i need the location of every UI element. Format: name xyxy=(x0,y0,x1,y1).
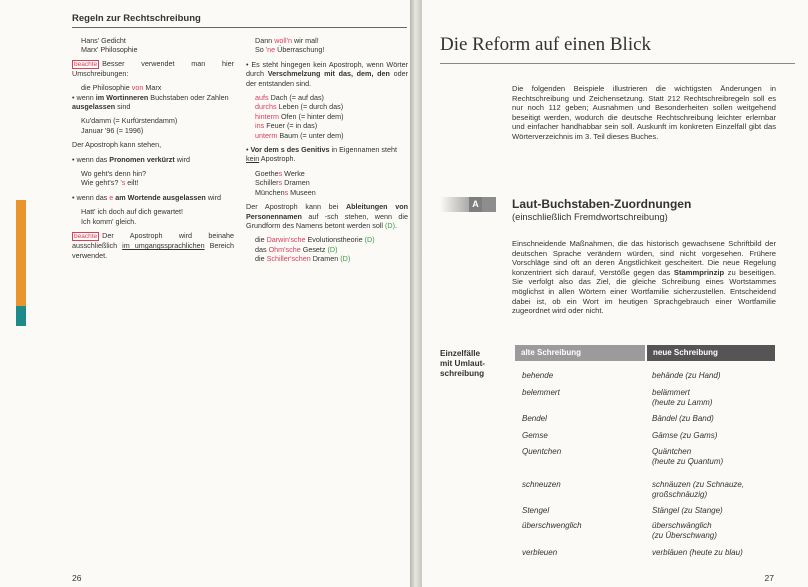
section-subtitle: (einschließlich Fremdwortschreibung) xyxy=(512,211,668,222)
page-title: Die Reform auf einen Blick xyxy=(440,34,652,55)
section-paragraph: Einschneidende Maßnahmen, die das historisch gewachsene Schriftbild der deutschen Sprache verändern würden, sind nicht vorgesehen. Frühere Vorschläge sind oft an deren Ängstlichkeit gescheitert. Die neue Regelung konzentriert sich darauf, Verstöße gegen das Stammprinzip zu beseitigen. Sie verfolgt also das Ziel, die gleiche Schreibung eines Wortstammes möglichst in allen Wörtern einer Wortfamilie sicherzustellen. Entscheidend dabei ist, ob ein Wort im heutigen Sprachgebrauch einer Wortfamilie zugeordnet wird oder nicht. xyxy=(512,239,776,316)
side-label: Einzelfälle mit Umlaut- schreibung xyxy=(440,349,486,378)
column-header-new: neue Schreibung xyxy=(647,345,775,361)
example-line: die Philosophie von Marx xyxy=(81,83,162,93)
example-line: Münchens Museen xyxy=(255,187,316,197)
example-line: Januar '96 (= 1996) xyxy=(81,125,144,135)
example-line: Dann woll'n wir mal! xyxy=(255,36,319,45)
beachte-tag: beachte xyxy=(74,60,98,68)
paragraph: beachte Besser verwendet man hier Umschreibungen: xyxy=(72,58,234,78)
bullet-rule: • wenn das e am Wortende ausgelassen wird xyxy=(72,192,222,202)
example-line: Goethes Werke xyxy=(255,168,305,178)
section-letter: A xyxy=(469,197,482,212)
paragraph: Der Apostroph kann stehen, xyxy=(72,140,162,150)
example-line: aufs Dach (= auf das) xyxy=(255,93,324,103)
book-gutter xyxy=(410,0,422,587)
example-line: Ku'damm (= Kurfürstendamm) xyxy=(81,116,178,126)
bullet-rule: • wenn im Wortinneren Buchstaben oder Zahlen ausgelassen sind xyxy=(72,92,229,112)
running-head-rule xyxy=(72,27,407,28)
example-line: So 'ne Überraschung! xyxy=(255,45,325,55)
bullet-rule: • Vor dem s des Genitivs in Eigennamen steht kein Apostroph. xyxy=(246,145,398,164)
beachte-tag: beachte xyxy=(74,233,98,241)
right-page: Die Reform auf einen Blick Die folgenden Beispiele illustrieren die wichtigsten Änderungen in Rechtschreibung und Zeichensetzung. Statt 212 Rechtschreibregeln soll es nur noch 112 geben; Ausnahmen und Besonderheiten sollen weitgehend beseitigt werden, wodurch die deutsche Rechtschreibung leichter erlernbar und einfacher handhabbar sein soll. Auskunft im konkreten Einzelfall gibt das Wörterverzeichnis im 3. Teil dieses Buches. A Laut-Buchstaben-Zuordnungen (einschließlich Fremdwortschreibung) Einschneidende Maßnahmen, die das historisch gewachsene Schriftbild der deutschen Sprache verändern würden, sind nicht vorgesehen. Frühere Vorschläge sind oft an deren Ängstlichkeit gescheitert. Die neue Regelung konzentriert sich darauf, Verstöße gegen das Stammprinzip zu beseitigen. Sie verfolgt also das Ziel, die gleiche Schreibung eines Wortstammes möglichst in allen Wörtern einer Wortfamilie sicherzustellen. Entscheidend dabei ist, ob ein Wort im heutigen Sprachgebrauch einer Wortfamilie zugeordnet wird oder nicht. Einzelfälle mit Umlaut- schreibung alte Schreibung neue Schreibung behende behände (zu Hand) belemmert belämmert (heute zu Lamm) Bendel Bändel (zu Band) Gemse Gämse (zu Gams) Quentchen Quäntchen (heute zu Quantum) schneuzen schnäuzen (zu Schnauze, großschnäuzig) Stengel Stängel (zu Stange) überschwenglich überschwänglich (zu Überschwang) verbleuen verbläuen (heute zu blau) 27 xyxy=(422,0,808,587)
orange-edge-stripe xyxy=(16,200,26,306)
bullet-rule: • Es steht hingegen kein Apostroph, wenn Wörter durch Verschmelzung mit das, dem, den oder der entstanden sind. xyxy=(246,59,409,88)
left-column-2 xyxy=(246,36,408,264)
example-line: durchs Leben (= durch das) xyxy=(255,102,344,112)
paragraph: beachte Der Apostroph wird beinahe ausschließlich im umgangssprachlichen Bereich verwendet. xyxy=(72,231,234,260)
example-line: hinterm Ofen (= hinter dem) xyxy=(255,111,344,121)
example-line: Wie geht's? 's eilt! xyxy=(81,178,139,188)
example-line: Hans' Gedicht xyxy=(81,36,126,45)
paragraph: Der Apostroph kann bei Ableitungen von Personennamen auf -sch stehen, wenn die Grundform des Namens betont werden soll (D). xyxy=(246,202,408,230)
example-line: die Schiller'schen Dramen (D) xyxy=(255,254,351,264)
example-line: Marx' Philosophie xyxy=(81,45,138,55)
running-head: Regeln zur Rechtschreibung xyxy=(72,13,201,24)
page-number: 27 xyxy=(764,573,774,583)
left-column-1 xyxy=(72,36,234,265)
teal-edge-stripe xyxy=(16,306,26,326)
intro-paragraph: Die folgenden Beispiele illustrieren die wichtigsten Änderungen in Rechtschreibung und Zeichensetzung. Statt 212 Rechtschreibregeln soll es nur noch 112 geben; Ausnahmen und Besonderheiten sollen weitgehend beseitigt werden, wodurch die deutsche Rechtschreibung leichter erlernbar und einfacher handhabbar sein soll. Auskunft im konkreten Einzelfall gibt das Wörterverzeichnis im 3. Teil dieses Buches. xyxy=(512,84,776,141)
bullet-rule: • wenn das Pronomen verkürzt wird xyxy=(72,154,190,164)
example-line: ins Feuer (= in das) xyxy=(255,121,318,131)
example-line: unterm Baum (= unter dem) xyxy=(255,130,344,140)
page-number: 26 xyxy=(72,573,82,583)
example-line: Ich komm' gleich. xyxy=(81,216,137,226)
example-line: das Ohm'sche Gesetz (D) xyxy=(255,244,338,254)
example-line: Wo geht's denn hin? xyxy=(81,169,147,179)
title-rule xyxy=(440,63,795,64)
example-line: Schillers Dramen xyxy=(255,178,310,188)
section-title: Laut-Buchstaben-Zuordnungen xyxy=(512,197,692,211)
column-header-old: alte Schreibung xyxy=(515,345,645,361)
section-bar xyxy=(440,197,496,212)
example-line: Hatt' ich doch auf dich gewartet! xyxy=(81,207,184,217)
example-line: die Darwin'sche Evolutionstheorie (D) xyxy=(255,235,375,245)
